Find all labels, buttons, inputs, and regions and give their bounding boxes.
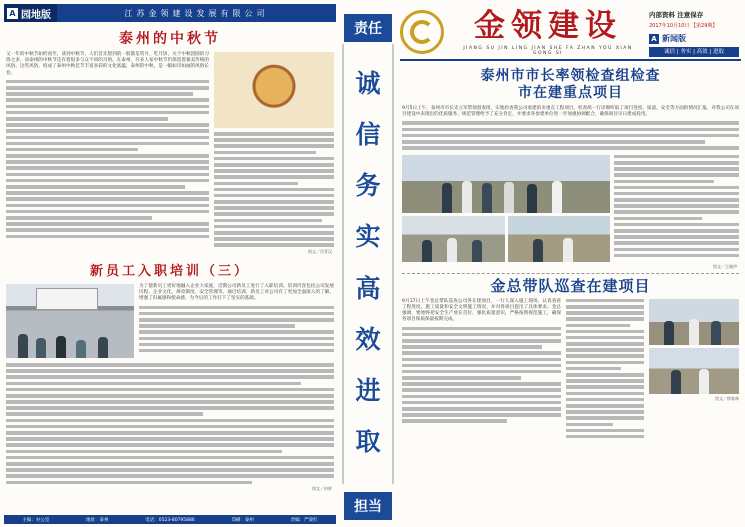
company-logo-icon [400,10,444,54]
gutter-values [344,56,392,466]
inspection-side-lines [614,155,739,262]
value-char: 信 [355,119,381,149]
gutter-rule-right [392,44,394,484]
mooncake-photo [214,52,334,128]
site-inspection-photo [649,348,739,394]
footer-address: 地址：泰州 [86,517,109,523]
masthead-rule [400,59,741,61]
site-inspection-photo [649,299,739,345]
site-inspection-lines-a [402,327,561,423]
mid-autumn-side-lines [214,132,334,247]
value-char: 效 [355,324,381,354]
article-title-site-inspection: 金总带队巡查在建项目 [490,276,651,295]
article-title-mid-autumn: 泰州的中秋节 [119,31,221,47]
newspaper-pinyin: JIANG SU JIN LING JIAN SHE FA ZHAN YOU XIAN GONG SI [463,46,633,56]
center-gutter [340,4,396,524]
newspaper-title: 金领建设 [474,8,622,44]
training-text: 为了使新员工更好地融入企业大家庭，近期公司新员工进行了入职培训。培训内容包括公司发展历程、企业文化、规章制度、安全管理等。通过培训，新员工对公司有了更加全面深入的了解，增强了归属感和使命感，为今后的工作打下了坚实的基础。 [139,283,334,302]
headline-line2: 市在建重点项目 [518,85,623,101]
mid-autumn-text: 又一年的中秋节如约而至，谈到中秋节，人们首先想到的一般都是赏月、吃月饼，关于中秋团圆的习俗之多，而泰州的中秋节还有着很多与众不同的习俗。在泰州，许多人家中秋节仍保留着兼美传统的风俗。这些风俗，构成了泰州中秋佳节丰富多彩的文化底蕴，泰州的中秋，是一幅如诗如画的风俗长卷。 [6,52,209,76]
value-char: 诚 [355,68,381,98]
value-char: 取 [355,427,381,457]
value-char: 务 [355,171,381,201]
site-inspection-lines-b [566,299,644,439]
training-byline: 图文／何婷 [312,486,332,492]
headline-line1: 泰州市市长率领检查组检查 [480,68,661,84]
gutter-bottom-slogan: 担当 [344,492,392,520]
inspection-photo [402,155,610,213]
footer-responsible: 责编：严爱红 [290,517,318,523]
article-title-training: 新员工入职培训（三） [89,263,250,279]
left-page [4,4,336,524]
edition-logo-icon: A [649,34,659,44]
value-char: 实 [355,222,381,252]
training-photo [6,284,134,358]
mid-autumn-body-lines [6,80,209,238]
inspection-photo [402,216,505,262]
footer-print: 印刷：泰州 [231,517,254,523]
edition-name: 园地版 [21,9,51,21]
value-char: 进 [355,376,381,406]
inspection-text: 9月5日上午，泰州市市长史立军带领督查组，实地检查我公司承建的市重点工程项目。检查组一行详细听取了项目进度、质量、安全等方面的情况汇报，对我公司在项目建设中表现出的优质服务、规范管理给予了充分肯定，并要求各参建单位进一步加强协调配合，确保项目早日建成投用。 [402,106,739,118]
footer-phone: 电话：0523-80795886 [145,517,195,523]
site-inspection-caption: 图文／徐春林 [715,395,739,401]
inspection-body-lines [402,121,739,149]
gutter-top-slogan: 责任 [344,14,392,42]
footer-editor: 主编：办公室 [22,517,50,523]
left-page-footer [4,515,336,524]
company-motto: 诚信 | 务实 | 高效 | 进取 [649,47,739,57]
headline-block [400,68,741,102]
issue-info [649,10,739,44]
mid-autumn-byline: 图文／肖青汉 [308,248,332,254]
inspection-caption: 图文／王晓伊 [713,263,737,269]
internal-notice: 内部资料 注意保存 [649,11,704,19]
site-inspection-text: 9月17日上午金总带队巡查公司各在建项目，一行人深入施工现场，认真查看工程进度、施工质量和安全文明施工情况，并对各项目提出了具体要求。金总强调，要始终把安全生产放在首位，强化质量意识，严格按照规范施工，确保各项目保质保量按期完成。 [402,298,561,323]
edition-tag [4,4,57,22]
edition-text: 新闻版 [662,34,686,43]
masthead [400,4,741,62]
company-name: 江苏金领建设发展有限公司 [124,8,269,18]
left-page-header [4,4,336,22]
issue-date: 2017年10月10日 【第29期】 [649,23,718,29]
training-body-lines [6,363,334,484]
value-char: 高 [355,273,381,303]
right-page [400,4,741,524]
edition-logo-icon: A [7,8,18,19]
edition-label [649,33,739,44]
training-side-lines [139,306,334,353]
inspection-photo [508,216,611,262]
